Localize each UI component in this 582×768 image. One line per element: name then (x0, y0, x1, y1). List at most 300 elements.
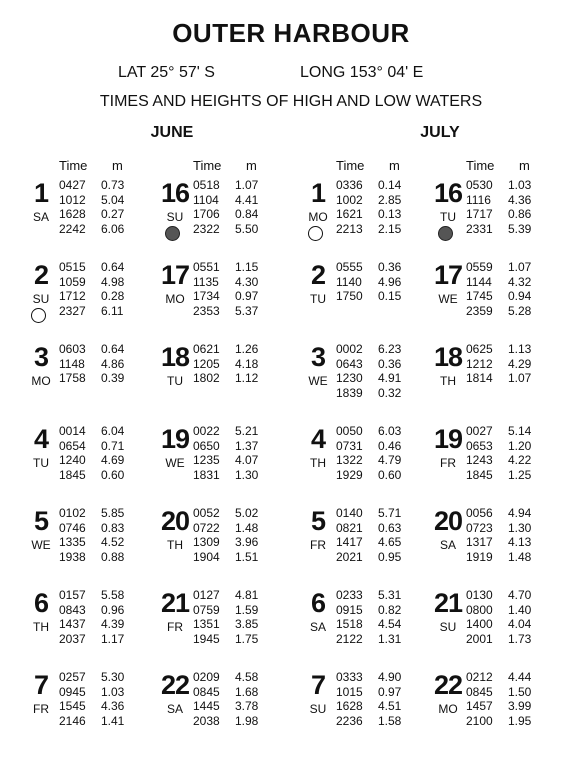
tide-height: 5.02 (235, 506, 259, 520)
day-entry (302, 424, 442, 506)
tide-row (336, 670, 442, 685)
tide-row (336, 550, 442, 565)
tide-time: 1745 (466, 289, 493, 303)
tide-time: 1457 (466, 699, 493, 713)
tide-row (336, 588, 442, 603)
tide-row (466, 439, 572, 454)
tide-row (193, 506, 299, 521)
day-number: 3 (33, 342, 49, 372)
tide-height: 1.41 (101, 713, 125, 728)
day-number: 18 (160, 342, 190, 372)
tide-time: 0014 (59, 424, 86, 438)
tide-time: 0621 (193, 342, 220, 356)
tide-row (466, 521, 572, 536)
tide-row (59, 670, 165, 685)
tide-height: 1.50 (508, 684, 532, 699)
tide-height: 1.30 (235, 467, 259, 482)
tide-row (193, 632, 299, 647)
tide-time: 1445 (193, 699, 220, 713)
tide-list (59, 342, 165, 386)
weekday-label: TH (440, 374, 456, 388)
weekday-label: FR (310, 538, 326, 552)
tide-time: 0723 (466, 520, 493, 535)
tide-height: 6.03 (378, 424, 402, 438)
tide-time: 0915 (336, 602, 363, 617)
tide-row (193, 260, 299, 275)
height-column-label: m (246, 158, 257, 173)
tide-height: 4.79 (378, 453, 402, 467)
tide-time: 1717 (466, 207, 493, 221)
weekday-label: SU (309, 702, 327, 716)
day-number: 1 (33, 178, 49, 208)
tide-height: 4.94 (508, 506, 532, 520)
tide-time: 0551 (193, 260, 220, 274)
day-number: 7 (310, 670, 326, 700)
weekday-label: FR (167, 620, 183, 634)
tide-height: 1.73 (508, 631, 532, 646)
tide-height: 1.59 (235, 602, 259, 617)
tide-list (336, 506, 442, 564)
day-entry (302, 506, 442, 588)
tide-height: 3.85 (235, 617, 259, 631)
tide-row (466, 453, 572, 468)
day-entry (159, 178, 299, 260)
tide-height: 0.71 (101, 438, 125, 453)
tide-time: 1750 (336, 289, 363, 303)
tide-row (466, 506, 572, 521)
tide-time: 1335 (59, 535, 86, 549)
day-entry (159, 342, 299, 424)
day-entry (302, 588, 442, 670)
tide-height: 1.07 (508, 371, 532, 385)
tide-time: 1240 (59, 453, 86, 467)
tide-height: 4.90 (378, 670, 402, 684)
tide-row (193, 357, 299, 372)
column-header (25, 158, 165, 178)
tide-time: 0130 (466, 588, 493, 602)
day-number: 21 (433, 588, 463, 618)
tide-row (59, 453, 165, 468)
tide-list (466, 178, 572, 236)
weekday-label: TU (167, 374, 183, 388)
tide-height: 1.30 (508, 520, 532, 535)
tide-row (336, 371, 442, 386)
time-column-label: Time (59, 158, 88, 173)
day-entry (159, 588, 299, 670)
tide-time: 0653 (466, 438, 493, 453)
tide-time: 1628 (59, 207, 86, 221)
tide-time: 1706 (193, 207, 220, 221)
tide-time: 1845 (59, 467, 86, 482)
tide-list (193, 670, 299, 728)
tide-time: 1148 (59, 356, 85, 371)
tide-height: 4.81 (235, 588, 259, 602)
weekday-label: SU (439, 620, 457, 634)
tide-height: 1.51 (235, 549, 259, 564)
tide-time: 0731 (336, 438, 363, 453)
tide-time: 1831 (193, 467, 220, 482)
tide-height: 0.73 (101, 178, 125, 192)
tide-list (336, 424, 442, 482)
tide-row (59, 260, 165, 275)
tide-row (336, 342, 442, 357)
tide-row (466, 260, 572, 275)
day-number: 20 (433, 506, 463, 536)
tide-time: 0518 (193, 178, 220, 192)
tide-row (59, 357, 165, 372)
tide-height: 1.31 (378, 631, 402, 646)
tide-height: 1.26 (235, 342, 259, 356)
tide-time: 1144 (466, 274, 492, 289)
tide-row (59, 193, 165, 208)
weekday-label: WE (308, 374, 328, 388)
tide-height: 4.13 (508, 535, 532, 549)
tide-row (193, 588, 299, 603)
day-entry (159, 424, 299, 506)
tide-height: 4.07 (235, 453, 259, 467)
tide-list (59, 588, 165, 646)
tide-row (193, 685, 299, 700)
tide-height: 5.30 (101, 670, 125, 684)
tide-row (466, 468, 572, 483)
tide-row (59, 468, 165, 483)
tide-row (466, 424, 572, 439)
tide-time: 0056 (466, 506, 493, 520)
day-number: 22 (433, 670, 463, 700)
tide-time: 0515 (59, 260, 86, 274)
month-heading-june: JUNE (150, 124, 194, 141)
tide-column (302, 158, 442, 752)
tide-time: 0759 (193, 602, 220, 617)
tide-time: 0257 (59, 670, 86, 684)
tide-height: 5.58 (101, 588, 125, 602)
tide-list (336, 342, 442, 400)
tide-height: 0.13 (378, 207, 402, 221)
tide-list (466, 260, 572, 318)
tide-row (466, 222, 572, 237)
tide-height: 1.03 (101, 684, 125, 699)
tide-height: 0.27 (101, 207, 125, 221)
tide-row (193, 468, 299, 483)
weekday-label: WE (438, 292, 458, 306)
tide-height: 0.83 (101, 520, 125, 535)
tide-height: 4.91 (378, 371, 402, 385)
tide-row (336, 260, 442, 275)
full-moon-icon (308, 226, 323, 241)
tide-list (59, 424, 165, 482)
weekday-label: TU (440, 210, 456, 224)
tide-height: 1.48 (508, 549, 532, 564)
tide-height: 0.32 (378, 385, 402, 400)
tide-height: 4.69 (101, 453, 125, 467)
tide-row (193, 603, 299, 618)
tide-height: 1.58 (378, 713, 402, 728)
tide-row (59, 521, 165, 536)
tide-time: 1059 (59, 274, 86, 289)
tide-row (466, 699, 572, 714)
tide-time: 1104 (193, 192, 219, 207)
time-column-label: Time (336, 158, 365, 173)
tide-list (193, 260, 299, 318)
tide-height: 1.75 (235, 631, 259, 646)
tide-time: 0843 (59, 602, 86, 617)
tide-time: 0650 (193, 438, 220, 453)
tide-row (193, 550, 299, 565)
tide-row (336, 685, 442, 700)
tide-time: 0022 (193, 424, 220, 438)
tide-time: 1839 (336, 385, 363, 400)
tide-time: 2122 (336, 631, 363, 646)
tide-time: 2001 (466, 631, 493, 646)
tide-time: 1400 (466, 617, 493, 631)
weekday-label: TU (310, 292, 326, 306)
day-number: 6 (33, 588, 49, 618)
tide-time: 0336 (336, 178, 363, 192)
tide-row (466, 357, 572, 372)
tide-list (59, 260, 165, 318)
tide-time: 2038 (193, 713, 220, 728)
tide-row (466, 342, 572, 357)
tide-row (59, 207, 165, 222)
height-column-label: m (519, 158, 530, 173)
tide-row (193, 289, 299, 304)
tide-time: 0643 (336, 356, 363, 371)
tide-height: 1.95 (508, 713, 532, 728)
tide-row (336, 506, 442, 521)
tide-time: 1518 (336, 617, 363, 631)
tide-row (193, 178, 299, 193)
tide-time: 1235 (193, 453, 220, 467)
tide-list (193, 178, 299, 236)
tide-height: 4.22 (508, 453, 532, 467)
tide-time: 1758 (59, 371, 86, 385)
tide-height: 4.44 (508, 670, 532, 684)
tide-row (466, 207, 572, 222)
tide-height: 1.37 (235, 438, 259, 453)
tide-row (466, 617, 572, 632)
day-entry (432, 178, 572, 260)
longitude-label: LONG 153° 04' E (300, 64, 424, 81)
tide-time: 0102 (59, 506, 86, 520)
tide-height: 6.11 (101, 303, 124, 318)
tide-height: 4.30 (235, 274, 259, 289)
tide-height: 5.39 (508, 221, 532, 236)
tide-height: 1.07 (508, 260, 532, 274)
tide-row (59, 304, 165, 319)
tide-row (466, 193, 572, 208)
tide-height: 4.36 (101, 699, 125, 713)
tide-height: 4.18 (235, 356, 259, 371)
tide-height: 4.70 (508, 588, 532, 602)
tide-list (193, 506, 299, 564)
tide-time: 0127 (193, 588, 220, 602)
tide-row (336, 468, 442, 483)
tide-height: 1.25 (508, 467, 532, 482)
tide-height: 4.52 (101, 535, 125, 549)
weekday-label: WE (31, 538, 51, 552)
day-entry (432, 260, 572, 342)
tide-row (336, 617, 442, 632)
tide-row (59, 275, 165, 290)
tide-time: 0157 (59, 588, 86, 602)
tide-height: 6.06 (101, 221, 125, 236)
page-title: OUTER HARBOUR (172, 18, 410, 48)
tide-time: 1205 (193, 356, 220, 371)
tide-time: 0603 (59, 342, 86, 356)
tide-row (59, 342, 165, 357)
tide-height: 5.37 (235, 303, 259, 318)
tide-height: 4.32 (508, 274, 532, 289)
tide-row (336, 632, 442, 647)
tide-height: 0.86 (508, 207, 532, 221)
tide-list (193, 342, 299, 386)
day-entry (432, 506, 572, 588)
tide-time: 0209 (193, 670, 220, 684)
tide-row (466, 632, 572, 647)
tide-row (193, 275, 299, 290)
tide-time: 1015 (336, 684, 363, 699)
tide-height: 1.68 (235, 684, 259, 699)
tide-height: 3.96 (235, 535, 259, 549)
tide-height: 0.97 (378, 684, 402, 699)
day-entry (302, 260, 442, 342)
tide-time: 1135 (193, 274, 219, 289)
day-number: 4 (310, 424, 326, 454)
tide-height: 0.15 (378, 289, 402, 303)
tide-row (59, 699, 165, 714)
weekday-label: FR (33, 702, 49, 716)
tide-time: 1002 (336, 192, 363, 207)
tide-time: 1230 (336, 371, 363, 385)
tide-time: 0559 (466, 260, 493, 274)
tide-row (193, 222, 299, 237)
tide-list (193, 424, 299, 482)
tide-time: 2331 (466, 221, 493, 236)
tide-height: 4.98 (101, 274, 125, 289)
tide-row (466, 550, 572, 565)
tide-time: 0555 (336, 260, 363, 274)
tide-row (59, 550, 165, 565)
day-entry (25, 260, 165, 342)
tide-height: 2.15 (378, 221, 402, 236)
tide-list (336, 588, 442, 646)
day-entry (25, 424, 165, 506)
tide-time: 0945 (59, 684, 86, 699)
tide-height: 0.46 (378, 438, 402, 453)
tide-time: 2037 (59, 631, 86, 646)
tide-time: 2353 (193, 303, 220, 318)
tide-height: 0.96 (101, 602, 125, 617)
tide-column (25, 158, 165, 752)
tide-height: 5.31 (378, 588, 402, 602)
weekday-label: SA (32, 210, 49, 224)
weekday-label: MO (438, 702, 458, 716)
day-entry (432, 670, 572, 752)
tide-height: 3.99 (508, 699, 532, 713)
tide-height: 5.28 (508, 303, 532, 318)
tide-time: 1628 (336, 699, 363, 713)
weekday-label: SA (439, 538, 456, 552)
tide-row (466, 714, 572, 729)
tide-row (193, 535, 299, 550)
day-number: 2 (310, 260, 326, 290)
day-entry (25, 178, 165, 260)
table-subtitle: TIMES AND HEIGHTS OF HIGH AND LOW WATERS (99, 93, 483, 110)
weekday-label: MO (165, 292, 185, 306)
tide-row (193, 617, 299, 632)
tide-time: 0654 (59, 438, 86, 453)
tide-time: 0050 (336, 424, 363, 438)
tide-row (59, 603, 165, 618)
tide-time: 1814 (466, 371, 493, 385)
tide-height: 0.82 (378, 602, 402, 617)
tide-row (466, 304, 572, 319)
tide-row (193, 207, 299, 222)
weekday-label: TH (310, 456, 326, 470)
tide-row (466, 289, 572, 304)
day-number: 18 (433, 342, 463, 372)
tide-time: 2021 (336, 549, 363, 564)
tide-height: 4.96 (378, 274, 402, 289)
tide-row (193, 304, 299, 319)
tide-height: 1.40 (508, 602, 532, 617)
tide-row (193, 342, 299, 357)
tide-height: 4.29 (508, 356, 532, 371)
tide-height: 1.13 (508, 342, 532, 356)
tide-list (336, 670, 442, 728)
tide-row (59, 289, 165, 304)
day-number: 5 (33, 506, 49, 536)
tide-time: 2327 (59, 303, 86, 318)
tide-height: 4.54 (378, 617, 402, 631)
tide-height: 0.88 (101, 549, 125, 564)
tide-height: 5.85 (101, 506, 125, 520)
tide-height: 0.95 (378, 549, 402, 564)
tide-time: 1012 (59, 192, 86, 207)
day-number: 19 (433, 424, 463, 454)
tide-time: 2213 (336, 221, 363, 236)
tide-time: 2359 (466, 303, 493, 318)
tide-row (193, 439, 299, 454)
tide-time: 0821 (336, 520, 363, 535)
height-column-label: m (389, 158, 400, 173)
tide-row (193, 193, 299, 208)
tide-time: 0333 (336, 670, 363, 684)
day-entry (432, 342, 572, 424)
day-number: 6 (310, 588, 326, 618)
tide-row (193, 714, 299, 729)
tide-row (466, 178, 572, 193)
tide-height: 1.15 (235, 260, 259, 274)
tide-row (336, 439, 442, 454)
day-number: 19 (160, 424, 190, 454)
day-entry (25, 506, 165, 588)
weekday-label: SU (166, 210, 184, 224)
tide-row (336, 603, 442, 618)
tide-time: 0800 (466, 602, 493, 617)
tide-time: 1140 (336, 274, 362, 289)
day-number: 21 (160, 588, 190, 618)
tide-time: 1802 (193, 371, 220, 385)
tide-row (336, 535, 442, 550)
latitude-label: LAT 25° 57' S (118, 64, 215, 81)
tide-height: 5.14 (508, 424, 532, 438)
tide-row (59, 714, 165, 729)
weekday-label: SU (32, 292, 50, 306)
tide-height: 5.50 (235, 221, 259, 236)
tide-row (336, 222, 442, 237)
tide-row (336, 714, 442, 729)
